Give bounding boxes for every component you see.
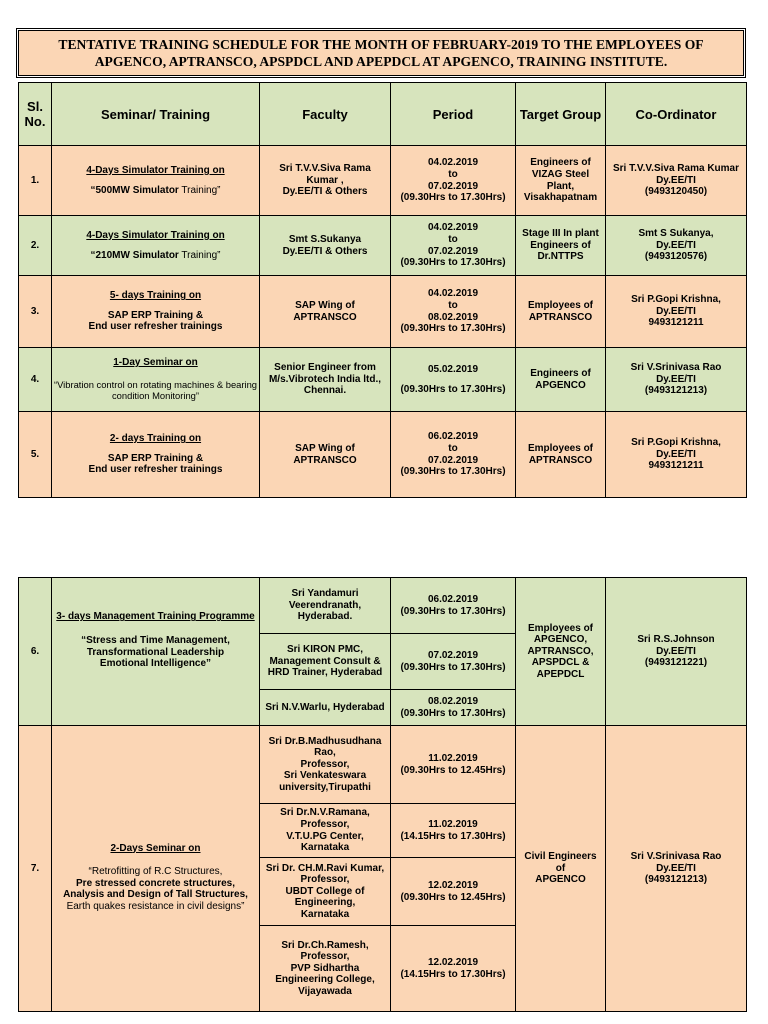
table-row — [19, 578, 747, 634]
seminar-cell — [52, 348, 260, 412]
faculty-cell: Sri Yandamuri Veerendranath, Hyderabad. — [260, 578, 391, 634]
coordinator-cell: Sri P.Gopi Krishna, Dy.EE/TI 9493121211 — [606, 276, 747, 348]
seminar-heading: 1-Day Seminar on — [113, 357, 198, 369]
seminar-topic: End user refresher trainings — [88, 321, 223, 333]
target-cell: Employees of APTRANSCO — [516, 276, 606, 348]
target-cell: Stage III In plant Engineers of Dr.NTTPS — [516, 216, 606, 276]
coordinator-cell: Smt S Sukanya, Dy.EE/TI (9493120576) — [606, 216, 747, 276]
period-cell: 12.02.2019 (09.30Hrs to 12.45Hrs) — [391, 858, 516, 926]
faculty-cell: Sri KIRON PMC, Management Consult & HRD Trainer, Hyderabad — [260, 634, 391, 690]
row-number: 6. — [19, 578, 52, 726]
seminar-cell — [52, 412, 260, 498]
table-row — [19, 412, 747, 498]
faculty-cell: Sri T.V.V.Siva Rama Kumar , Dy.EE/TI & Others — [260, 146, 391, 216]
header-faculty: Faculty — [260, 83, 391, 146]
seminar-topic: “210MW Simulator Training” — [90, 249, 221, 261]
seminar-heading: 5- days Training on — [109, 290, 202, 302]
header-period: Period — [391, 83, 516, 146]
coordinator-cell: Sri R.S.Johnson Dy.EE/TI (9493121221) — [606, 578, 747, 726]
seminar-topic: SAP ERP Training & — [107, 452, 204, 464]
seminar-heading: 2- days Training on — [109, 433, 202, 445]
table-row — [19, 216, 747, 276]
target-cell: Engineers of VIZAG Steel Plant, Visakhapatnam — [516, 146, 606, 216]
header-seminar: Seminar/ Training — [52, 83, 260, 146]
table-row — [19, 726, 747, 804]
faculty-cell: SAP Wing of APTRANSCO — [260, 276, 391, 348]
period-cell: 04.02.2019 to 07.02.2019 (09.30Hrs to 17.30Hrs) — [391, 216, 516, 276]
period-cell: 05.02.2019 (09.30Hrs to 17.30Hrs) — [391, 348, 516, 412]
seminar-topic: Emotional Intelligence” — [99, 658, 212, 670]
document-title: TENTATIVE TRAINING SCHEDULE FOR THE MONTH OF FEBRUARY-2019 TO THE EMPLOYEES OF APGENCO, APTRANSCO, APSPDCL AND APEPDCL AT APGENCO, TRAINING INSTITUTE. — [18, 30, 744, 76]
seminar-cell — [52, 216, 260, 276]
seminar-heading: 4-Days Simulator Training on — [86, 164, 225, 176]
period-cell: 07.02.2019 (09.30Hrs to 17.30Hrs) — [391, 634, 516, 690]
table-row — [19, 276, 747, 348]
seminar-topic: “Vibration control on rotating machines & bearing condition Monitoring” — [53, 378, 258, 402]
period-cell: 06.02.2019 (09.30Hrs to 17.30Hrs) — [391, 578, 516, 634]
faculty-cell: Senior Engineer from M/s.Vibrotech India ltd., Chennai. — [260, 348, 391, 412]
seminar-cell — [52, 146, 260, 216]
seminar-heading: 2-Days Seminar on — [110, 842, 201, 854]
period-cell: 04.02.2019 to 07.02.2019 (09.30Hrs to 17.30Hrs) — [391, 146, 516, 216]
row-number: 3. — [19, 276, 52, 348]
target-cell: Civil Engineers of APGENCO — [516, 726, 606, 1012]
header-coordinator: Co-Ordinator — [606, 83, 747, 146]
seminar-topic: “500MW Simulator Training” — [90, 184, 221, 196]
period-cell: 11.02.2019 (09.30Hrs to 12.45Hrs) — [391, 726, 516, 804]
table-row — [19, 146, 747, 216]
row-number: 7. — [19, 726, 52, 1012]
period-cell: 04.02.2019 to 08.02.2019 (09.30Hrs to 17.30Hrs) — [391, 276, 516, 348]
faculty-cell: Sri Dr. CH.M.Ravi Kumar, Professor, UBDT College of Engineering, Karnataka — [260, 858, 391, 926]
seminar-topic: SAP ERP Training & — [107, 309, 204, 321]
row-number: 2. — [19, 216, 52, 276]
target-cell: Engineers of APGENCO — [516, 348, 606, 412]
header-sno: Sl. No. — [19, 83, 52, 146]
seminar-cell — [52, 726, 260, 1012]
seminar-topic: “Retrofitting of R.C Structures, — [88, 866, 223, 878]
row-number: 4. — [19, 348, 52, 412]
faculty-cell: Sri Dr.Ch.Ramesh, Professor, PVP Sidhartha Engineering College, Vijayawada — [260, 926, 391, 1012]
schedule-table-1 — [18, 82, 747, 498]
seminar-topic: “Stress and Time Management, — [81, 634, 230, 646]
seminar-cell — [52, 276, 260, 348]
row-number: 1. — [19, 146, 52, 216]
seminar-topic: End user refresher trainings — [88, 464, 223, 476]
seminar-heading: 4-Days Simulator Training on — [86, 229, 225, 241]
period-cell: 08.02.2019 (09.30Hrs to 17.30Hrs) — [391, 690, 516, 726]
target-cell: Employees of APGENCO, APTRANSCO, APSPDCL & APEPDCL — [516, 578, 606, 726]
seminar-topic: Analysis and Design of Tall Structures, — [63, 889, 248, 901]
coordinator-cell: Sri T.V.V.Siva Rama Kumar Dy.EE/TI (9493120450) — [606, 146, 747, 216]
seminar-topic: Earth quakes resistance in civil designs” — [66, 900, 245, 912]
seminar-cell — [52, 578, 260, 726]
faculty-cell: Smt S.Sukanya Dy.EE/TI & Others — [260, 216, 391, 276]
row-number: 5. — [19, 412, 52, 498]
faculty-cell: Sri N.V.Warlu, Hyderabad — [260, 690, 391, 726]
seminar-topic: Transformational Leadership — [86, 646, 225, 658]
faculty-cell: Sri Dr.N.V.Ramana, Professor, V.T.U.PG Center, Karnataka — [260, 804, 391, 858]
faculty-cell: SAP Wing of APTRANSCO — [260, 412, 391, 498]
coordinator-cell: Sri P.Gopi Krishna, Dy.EE/TI 9493121211 — [606, 412, 747, 498]
period-cell: 12.02.2019 (14.15Hrs to 17.30Hrs) — [391, 926, 516, 1012]
period-cell: 11.02.2019 (14.15Hrs to 17.30Hrs) — [391, 804, 516, 858]
faculty-cell: Sri Dr.B.Madhusudhana Rao, Professor, Sri Venkateswara university,Tirupathi — [260, 726, 391, 804]
header-target-group: Target Group — [516, 83, 606, 146]
seminar-heading: 3- days Management Training Programme — [56, 611, 255, 623]
seminar-topic: Pre stressed concrete structures, — [76, 877, 235, 889]
schedule-table-2 — [18, 577, 747, 1012]
coordinator-cell: Sri V.Srinivasa Rao Dy.EE/TI (9493121213) — [606, 726, 747, 1012]
table-row — [19, 348, 747, 412]
period-cell: 06.02.2019 to 07.02.2019 (09.30Hrs to 17.30Hrs) — [391, 412, 516, 498]
target-cell: Employees of APTRANSCO — [516, 412, 606, 498]
coordinator-cell: Sri V.Srinivasa Rao Dy.EE/TI (9493121213) — [606, 348, 747, 412]
